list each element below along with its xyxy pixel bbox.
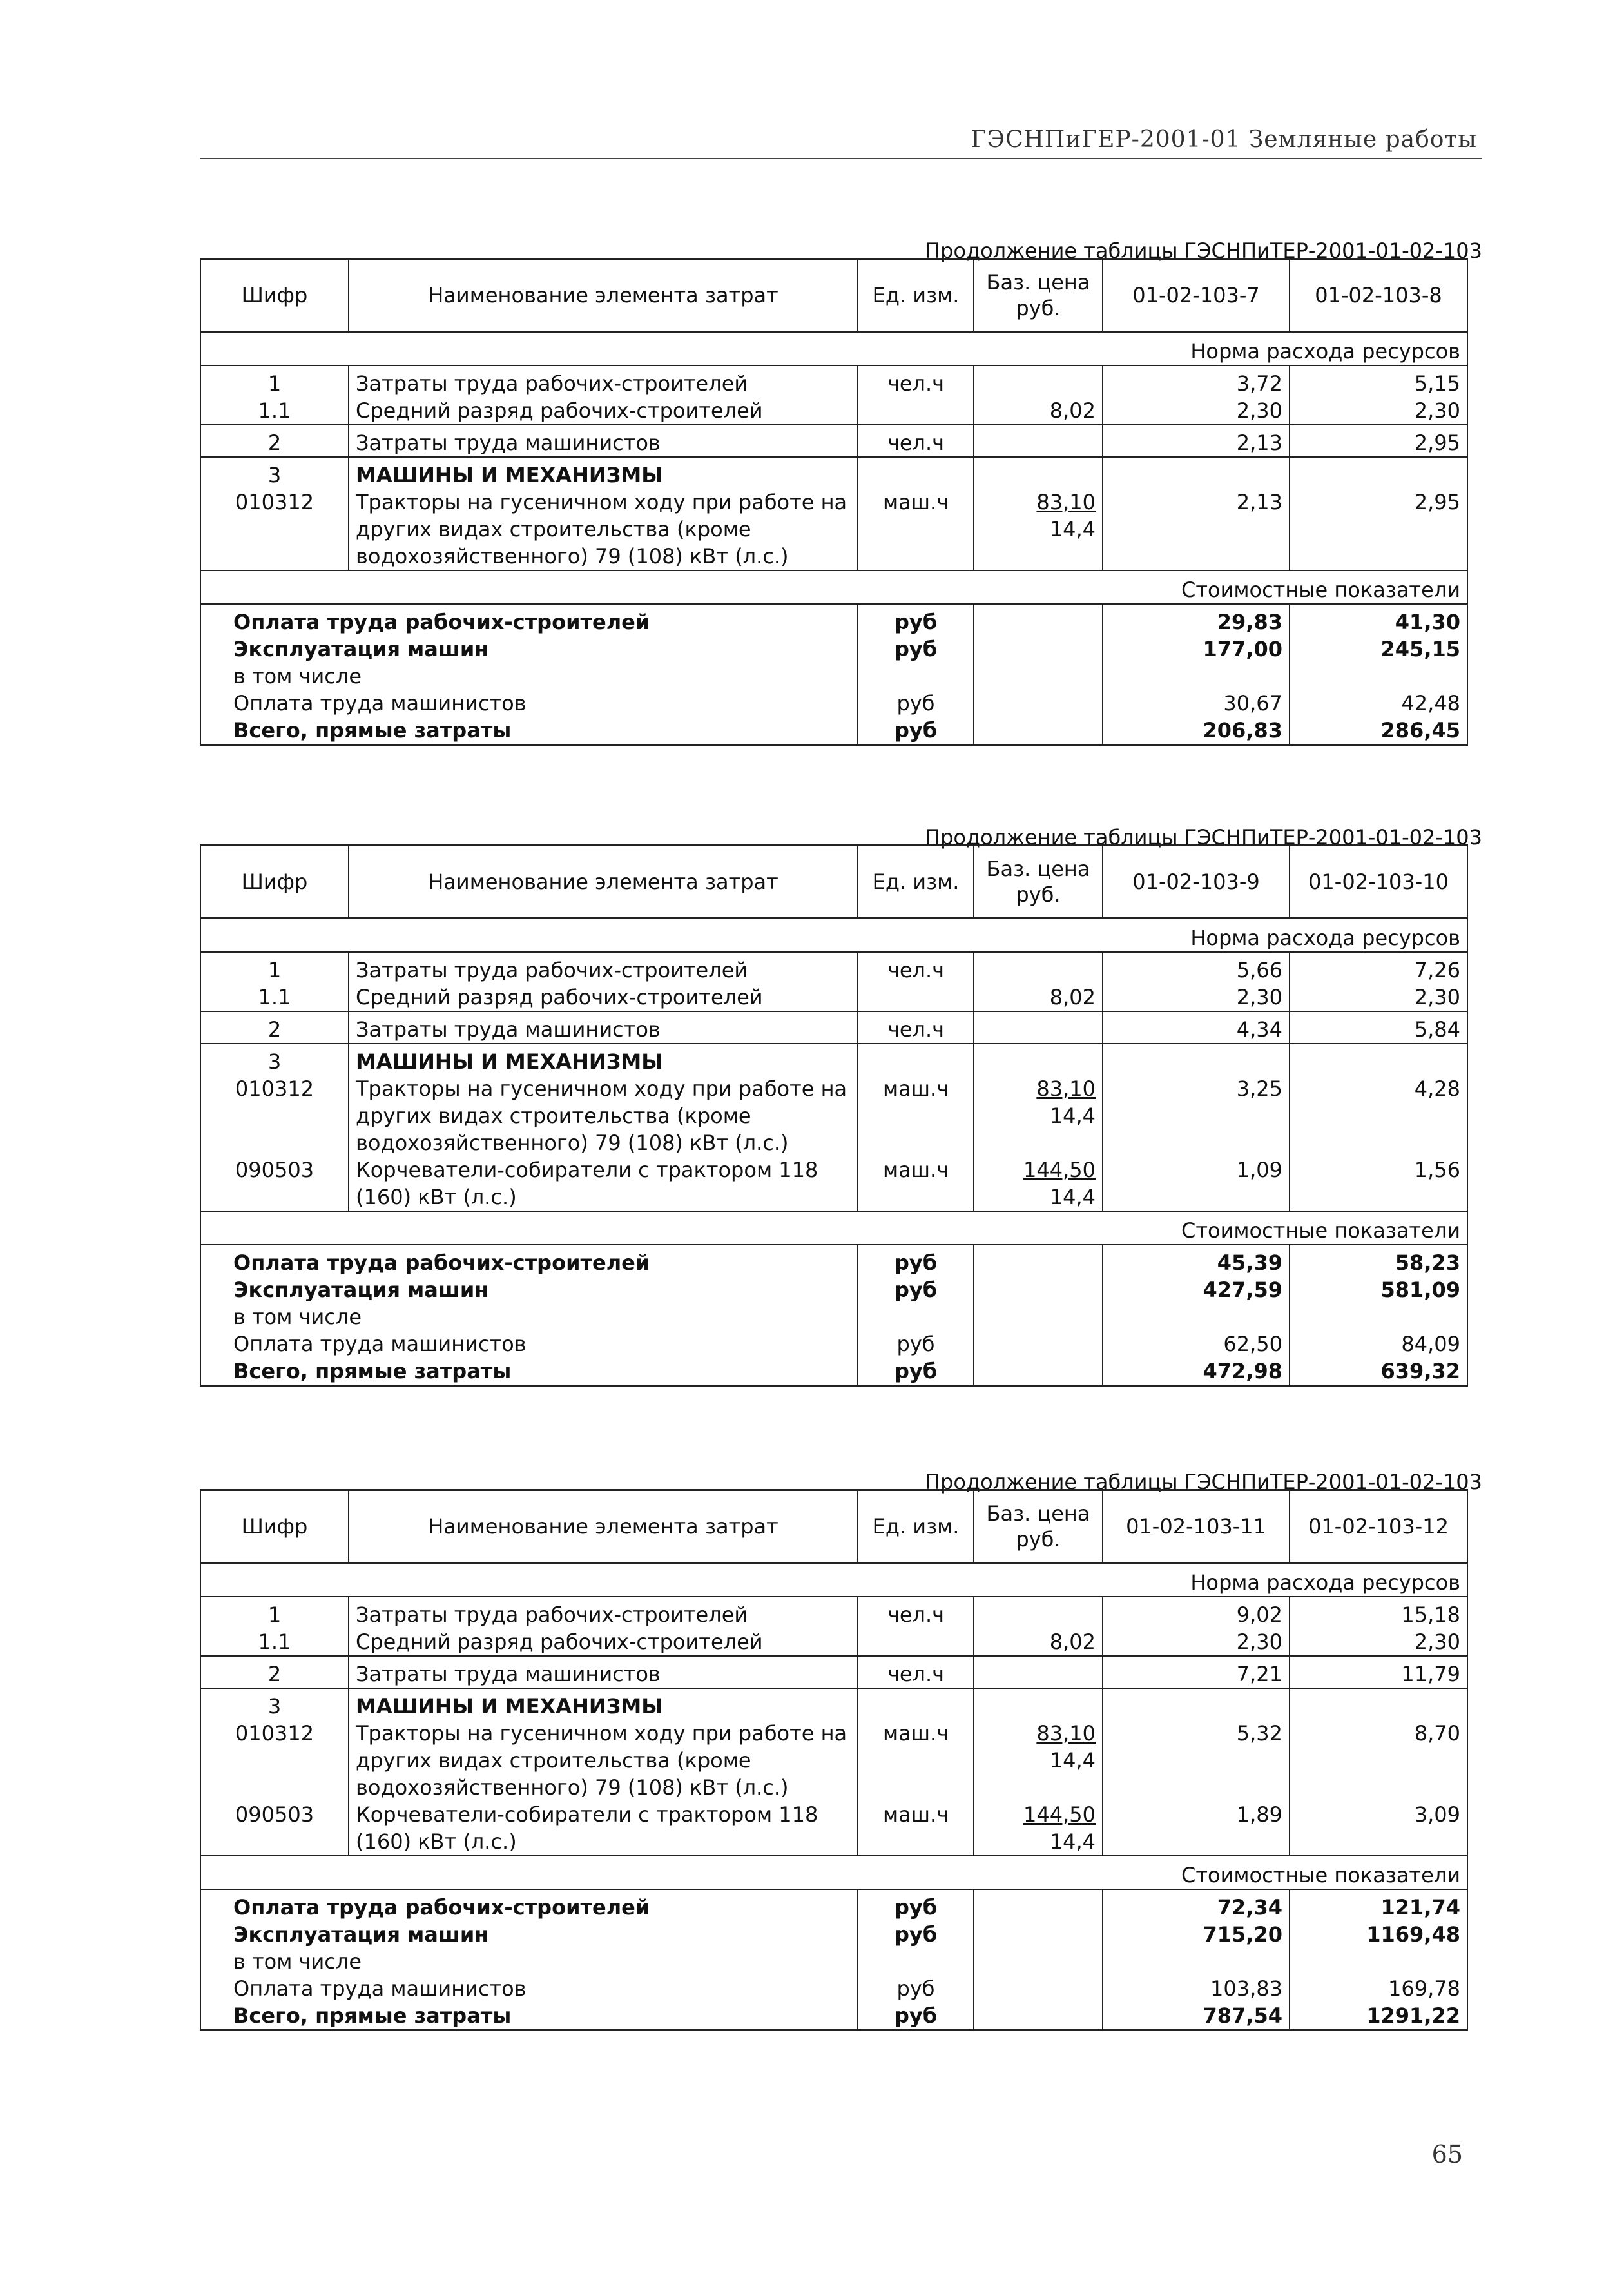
cost-name: в том числе [200,1948,858,1975]
cell-unit: маш.ч [858,1720,974,1801]
cost-price-empty [974,1276,1103,1303]
header-col-a: 01-02-103-11 [1103,1490,1290,1563]
cost-name: Всего, прямые затраты [200,1358,858,1386]
cell-value-b: 15,18 [1290,1597,1467,1628]
header-code: Шифр [200,846,349,919]
section-cost-label: Стоимостные показатели [200,1211,1467,1245]
page-header-title: ГЭСНПиГЕР-2001-01 Земляные работы [971,126,1477,153]
header-price: Баз. цена руб. [974,1490,1103,1563]
cell-unit [858,1628,974,1656]
table-caption: Продолжение таблицы ГЭСНПиТЕР-2001-01-02-103 [925,239,1482,263]
cell-unit: чел.ч [858,1597,974,1628]
cell-unit: маш.ч [858,489,974,570]
cost-value-b: 84,09 [1290,1330,1467,1358]
cell-price [974,1597,1103,1628]
table-row [200,365,1467,397]
cost-value-a: 62,50 [1103,1330,1290,1358]
header-code: Шифр [200,259,349,332]
cell-name: МАШИНЫ И МЕХАНИЗМЫ [349,1044,858,1075]
cost-name: Оплата труда рабочих-строителей [200,604,858,636]
cell-value-a: 5,66 [1103,952,1290,984]
cost-name: Эксплуатация машин [200,1276,858,1303]
cost-price-empty [974,1889,1103,1921]
cost-unit: руб [858,1889,974,1921]
table-row [200,984,1467,1011]
cell-value-b [1290,1688,1467,1720]
cost-value-a: 177,00 [1103,636,1290,663]
cell-value-a: 2,13 [1103,489,1290,570]
cost-row [200,1948,1467,1975]
cell-value-b: 2,95 [1290,489,1467,570]
table-row [200,952,1467,984]
section-cost-label: Стоимостные показатели [200,1856,1467,1889]
header-col-b: 01-02-103-8 [1290,259,1467,332]
table-row [200,1156,1467,1211]
cost-value-a: 472,98 [1103,1358,1290,1386]
cost-name: в том числе [200,1303,858,1330]
cost-row [200,1303,1467,1330]
cell-name: Тракторы на гусеничном ходу при работе на других видах строительства (кроме водохозяйственного) 79 (108) кВт (л.с.) [349,1720,858,1801]
cell-name: Корчеватели-собиратели с трактором 118 (160) кВт (л.с.) [349,1156,858,1211]
cell-name: Затраты труда рабочих-строителей [349,1597,858,1628]
cell-price [974,457,1103,489]
page-number: 65 [1431,2140,1463,2168]
cost-unit: руб [858,1975,974,2002]
cell-price [974,1156,1103,1211]
cost-value-b: 42,48 [1290,690,1467,717]
cell-value-b: 2,30 [1290,397,1467,425]
cell-price [974,489,1103,570]
cell-price [974,1628,1103,1656]
cost-name: Эксплуатация машин [200,636,858,663]
cost-value-b: 58,23 [1290,1245,1467,1276]
cost-value-a: 103,83 [1103,1975,1290,2002]
cell-price [974,1656,1103,1688]
cell-price [974,1688,1103,1720]
cost-price-empty [974,1245,1103,1276]
cell-name: Средний разряд рабочих-строителей [349,984,858,1011]
table-row [200,1628,1467,1656]
cell-value-a: 2,30 [1103,1628,1290,1656]
table-row [200,425,1467,457]
cell-name: Затраты труда машинистов [349,425,858,457]
cell-price [974,1720,1103,1801]
cost-name: Оплата труда машинистов [200,1975,858,2002]
cost-value-b: 1291,22 [1290,2002,1467,2030]
header-unit: Ед. изм. [858,1490,974,1563]
cell-price [974,952,1103,984]
cost-name: Оплата труда рабочих-строителей [200,1889,858,1921]
cell-price [974,1801,1103,1856]
cost-name: Оплата труда машинистов [200,690,858,717]
price-value: 83,10 [1036,1076,1096,1101]
cell-value-a: 1,89 [1103,1801,1290,1856]
cell-unit: маш.ч [858,1156,974,1211]
cell-code: 2 [200,425,349,457]
cost-name: Всего, прямые затраты [200,2002,858,2030]
cost-value-b: 581,09 [1290,1276,1467,1303]
cost-value-a [1103,1948,1290,1975]
resource-table [200,1489,1468,2031]
cell-code: 1 [200,1597,349,1628]
cell-value-a: 9,02 [1103,1597,1290,1628]
section-norm-label: Норма расхода ресурсов [200,332,1467,366]
cell-unit [858,397,974,425]
cell-value-b: 5,84 [1290,1011,1467,1044]
cost-row [200,1276,1467,1303]
cell-unit: чел.ч [858,952,974,984]
cost-name: Всего, прямые затраты [200,717,858,745]
cell-value-a: 5,32 [1103,1720,1290,1801]
table-row [200,1075,1467,1156]
cell-value-a: 7,21 [1103,1656,1290,1688]
cell-code: 090503 [200,1156,349,1211]
cost-value-a [1103,663,1290,690]
cell-unit [858,984,974,1011]
cell-unit: чел.ч [858,365,974,397]
cell-code: 1 [200,365,349,397]
cell-value-b [1290,1044,1467,1075]
table-row [200,489,1467,570]
cell-name: Тракторы на гусеничном ходу при работе на других видах строительства (кроме водохозяйственного) 79 (108) кВт (л.с.) [349,489,858,570]
cost-unit [858,663,974,690]
cell-value-b: 8,70 [1290,1720,1467,1801]
header-price: Баз. цена руб. [974,846,1103,919]
section-cost-label: Стоимостные показатели [200,570,1467,604]
cell-code: 010312 [200,1075,349,1156]
cost-unit: руб [858,1245,974,1276]
cost-unit: руб [858,690,974,717]
cost-row [200,636,1467,663]
cell-name: Затраты труда рабочих-строителей [349,365,858,397]
cell-value-b: 2,95 [1290,425,1467,457]
header-code: Шифр [200,1490,349,1563]
cell-code: 2 [200,1011,349,1044]
section-row [200,919,1467,953]
resource-table [200,844,1468,1387]
cell-value-b [1290,457,1467,489]
cost-unit: руб [858,717,974,745]
cell-price [974,397,1103,425]
cell-value-a: 2,30 [1103,397,1290,425]
cell-unit [858,1044,974,1075]
cost-unit [858,1303,974,1330]
cell-code: 1.1 [200,984,349,1011]
cost-value-b: 169,78 [1290,1975,1467,2002]
cost-value-a: 45,39 [1103,1245,1290,1276]
cell-name: Средний разряд рабочих-строителей [349,1628,858,1656]
header-unit: Ед. изм. [858,259,974,332]
cell-code: 010312 [200,1720,349,1801]
cost-price-empty [974,636,1103,663]
cost-price-empty [974,1921,1103,1948]
cost-value-a: 72,34 [1103,1889,1290,1921]
table-row [200,1720,1467,1801]
cost-value-b [1290,1303,1467,1330]
table-row [200,1011,1467,1044]
cost-row [200,717,1467,745]
cell-price [974,425,1103,457]
table-row [200,397,1467,425]
cost-price-empty [974,1948,1103,1975]
cost-value-a: 715,20 [1103,1921,1290,1948]
cell-value-b: 11,79 [1290,1656,1467,1688]
cell-value-b: 7,26 [1290,952,1467,984]
cost-row [200,1921,1467,1948]
section-row [200,570,1467,604]
cell-code: 1.1 [200,1628,349,1656]
cell-value-b: 2,30 [1290,1628,1467,1656]
cost-value-b: 286,45 [1290,717,1467,745]
cell-price [974,1044,1103,1075]
table-row [200,457,1467,489]
header-name: Наименование элемента затрат [349,1490,858,1563]
cost-name: Оплата труда рабочих-строителей [200,1245,858,1276]
header-price: Баз. цена руб. [974,259,1103,332]
cell-unit [858,1688,974,1720]
cell-unit: маш.ч [858,1075,974,1156]
cell-name: Тракторы на гусеничном ходу при работе на других видах строительства (кроме водохозяйственного) 79 (108) кВт (л.с.) [349,1075,858,1156]
cost-value-a [1103,1303,1290,1330]
cell-value-a: 3,72 [1103,365,1290,397]
header-col-b: 01-02-103-10 [1290,846,1467,919]
table-row [200,1656,1467,1688]
cell-code: 3 [200,1688,349,1720]
cell-code: 010312 [200,489,349,570]
table-row [200,1688,1467,1720]
section-row [200,332,1467,366]
cost-value-a: 787,54 [1103,2002,1290,2030]
price-secondary: 14,4 [1049,1185,1096,1209]
cost-price-empty [974,2002,1103,2030]
table-header-row [200,259,1467,332]
price-secondary: 14,4 [1049,1104,1096,1128]
cell-price [974,984,1103,1011]
cell-value-a: 1,09 [1103,1156,1290,1211]
price-value: 8,02 [1049,398,1096,423]
table-row [200,1044,1467,1075]
cell-value-b: 5,15 [1290,365,1467,397]
cost-unit: руб [858,1921,974,1948]
cost-row [200,690,1467,717]
cost-price-empty [974,604,1103,636]
table-header-row [200,846,1467,919]
cost-value-b: 245,15 [1290,636,1467,663]
cost-price-empty [974,717,1103,745]
cell-value-b: 3,09 [1290,1801,1467,1856]
cost-row [200,1889,1467,1921]
price-secondary: 14,4 [1049,1829,1096,1854]
cost-row [200,663,1467,690]
section-row [200,1211,1467,1245]
cell-value-a: 4,34 [1103,1011,1290,1044]
price-value: 144,50 [1023,1802,1096,1827]
cost-row [200,1330,1467,1358]
cell-name: Затраты труда машинистов [349,1011,858,1044]
cell-value-a: 3,25 [1103,1075,1290,1156]
resource-table [200,258,1468,746]
cell-price [974,365,1103,397]
cell-name: Корчеватели-собиратели с трактором 118 (160) кВт (л.с.) [349,1801,858,1856]
price-secondary: 14,4 [1049,1748,1096,1773]
cell-code: 3 [200,1044,349,1075]
price-value: 83,10 [1036,490,1096,514]
cell-unit: чел.ч [858,1011,974,1044]
cell-code: 3 [200,457,349,489]
table-row [200,1801,1467,1856]
cell-name: Затраты труда рабочих-строителей [349,952,858,984]
cost-unit: руб [858,2002,974,2030]
cost-name: Оплата труда машинистов [200,1330,858,1358]
header-name: Наименование элемента затрат [349,259,858,332]
table-caption: Продолжение таблицы ГЭСНПиТЕР-2001-01-02-103 [925,1470,1482,1494]
section-row [200,1563,1467,1597]
table-header-row [200,1490,1467,1563]
cell-code: 2 [200,1656,349,1688]
table-caption: Продолжение таблицы ГЭСНПиТЕР-2001-01-02-103 [925,825,1482,850]
header-col-b: 01-02-103-12 [1290,1490,1467,1563]
cost-unit [858,1948,974,1975]
cost-row [200,604,1467,636]
section-row [200,1856,1467,1889]
cell-unit: маш.ч [858,1801,974,1856]
cost-price-empty [974,690,1103,717]
price-value: 83,10 [1036,1721,1096,1746]
cost-unit: руб [858,1330,974,1358]
cell-value-b: 1,56 [1290,1156,1467,1211]
price-value: 8,02 [1049,985,1096,1009]
header-rule [200,158,1482,159]
cost-row [200,2002,1467,2030]
cell-value-b: 2,30 [1290,984,1467,1011]
header-col-a: 01-02-103-7 [1103,259,1290,332]
section-norm-label: Норма расхода ресурсов [200,1563,1467,1597]
cost-price-empty [974,1358,1103,1386]
table-row [200,1597,1467,1628]
cost-value-b [1290,663,1467,690]
cost-row [200,1245,1467,1276]
cell-name: МАШИНЫ И МЕХАНИЗМЫ [349,457,858,489]
cost-value-b: 121,74 [1290,1889,1467,1921]
price-secondary: 14,4 [1049,517,1096,541]
cell-value-a [1103,1044,1290,1075]
header-unit: Ед. изм. [858,846,974,919]
cost-price-empty [974,1330,1103,1358]
cost-row [200,1975,1467,2002]
price-value: 144,50 [1023,1158,1096,1182]
cell-unit: чел.ч [858,1656,974,1688]
cost-price-empty [974,663,1103,690]
cell-code: 1.1 [200,397,349,425]
cost-price-empty [974,1303,1103,1330]
cost-unit: руб [858,604,974,636]
header-col-a: 01-02-103-9 [1103,846,1290,919]
cell-price [974,1011,1103,1044]
cost-value-a: 427,59 [1103,1276,1290,1303]
section-norm-label: Норма расхода ресурсов [200,919,1467,953]
header-name: Наименование элемента затрат [349,846,858,919]
cell-name: Затраты труда машинистов [349,1656,858,1688]
cost-value-a: 30,67 [1103,690,1290,717]
cell-value-a: 2,30 [1103,984,1290,1011]
cell-name: МАШИНЫ И МЕХАНИЗМЫ [349,1688,858,1720]
cell-unit [858,457,974,489]
cell-price [974,1075,1103,1156]
cell-value-a [1103,457,1290,489]
cell-value-a: 2,13 [1103,425,1290,457]
cost-name: Эксплуатация машин [200,1921,858,1948]
cost-unit: руб [858,636,974,663]
cell-value-a [1103,1688,1290,1720]
cost-unit: руб [858,1358,974,1386]
cost-unit: руб [858,1276,974,1303]
cost-price-empty [974,1975,1103,2002]
cell-code: 090503 [200,1801,349,1856]
cost-value-a: 29,83 [1103,604,1290,636]
cost-row [200,1358,1467,1386]
cost-value-b: 1169,48 [1290,1921,1467,1948]
cost-name: в том числе [200,663,858,690]
cost-value-b: 639,32 [1290,1358,1467,1386]
cell-unit: чел.ч [858,425,974,457]
cost-value-b: 41,30 [1290,604,1467,636]
cell-value-b: 4,28 [1290,1075,1467,1156]
cost-value-b [1290,1948,1467,1975]
cell-name: Средний разряд рабочих-строителей [349,397,858,425]
cell-code: 1 [200,952,349,984]
price-value: 8,02 [1049,1630,1096,1654]
cost-value-a: 206,83 [1103,717,1290,745]
